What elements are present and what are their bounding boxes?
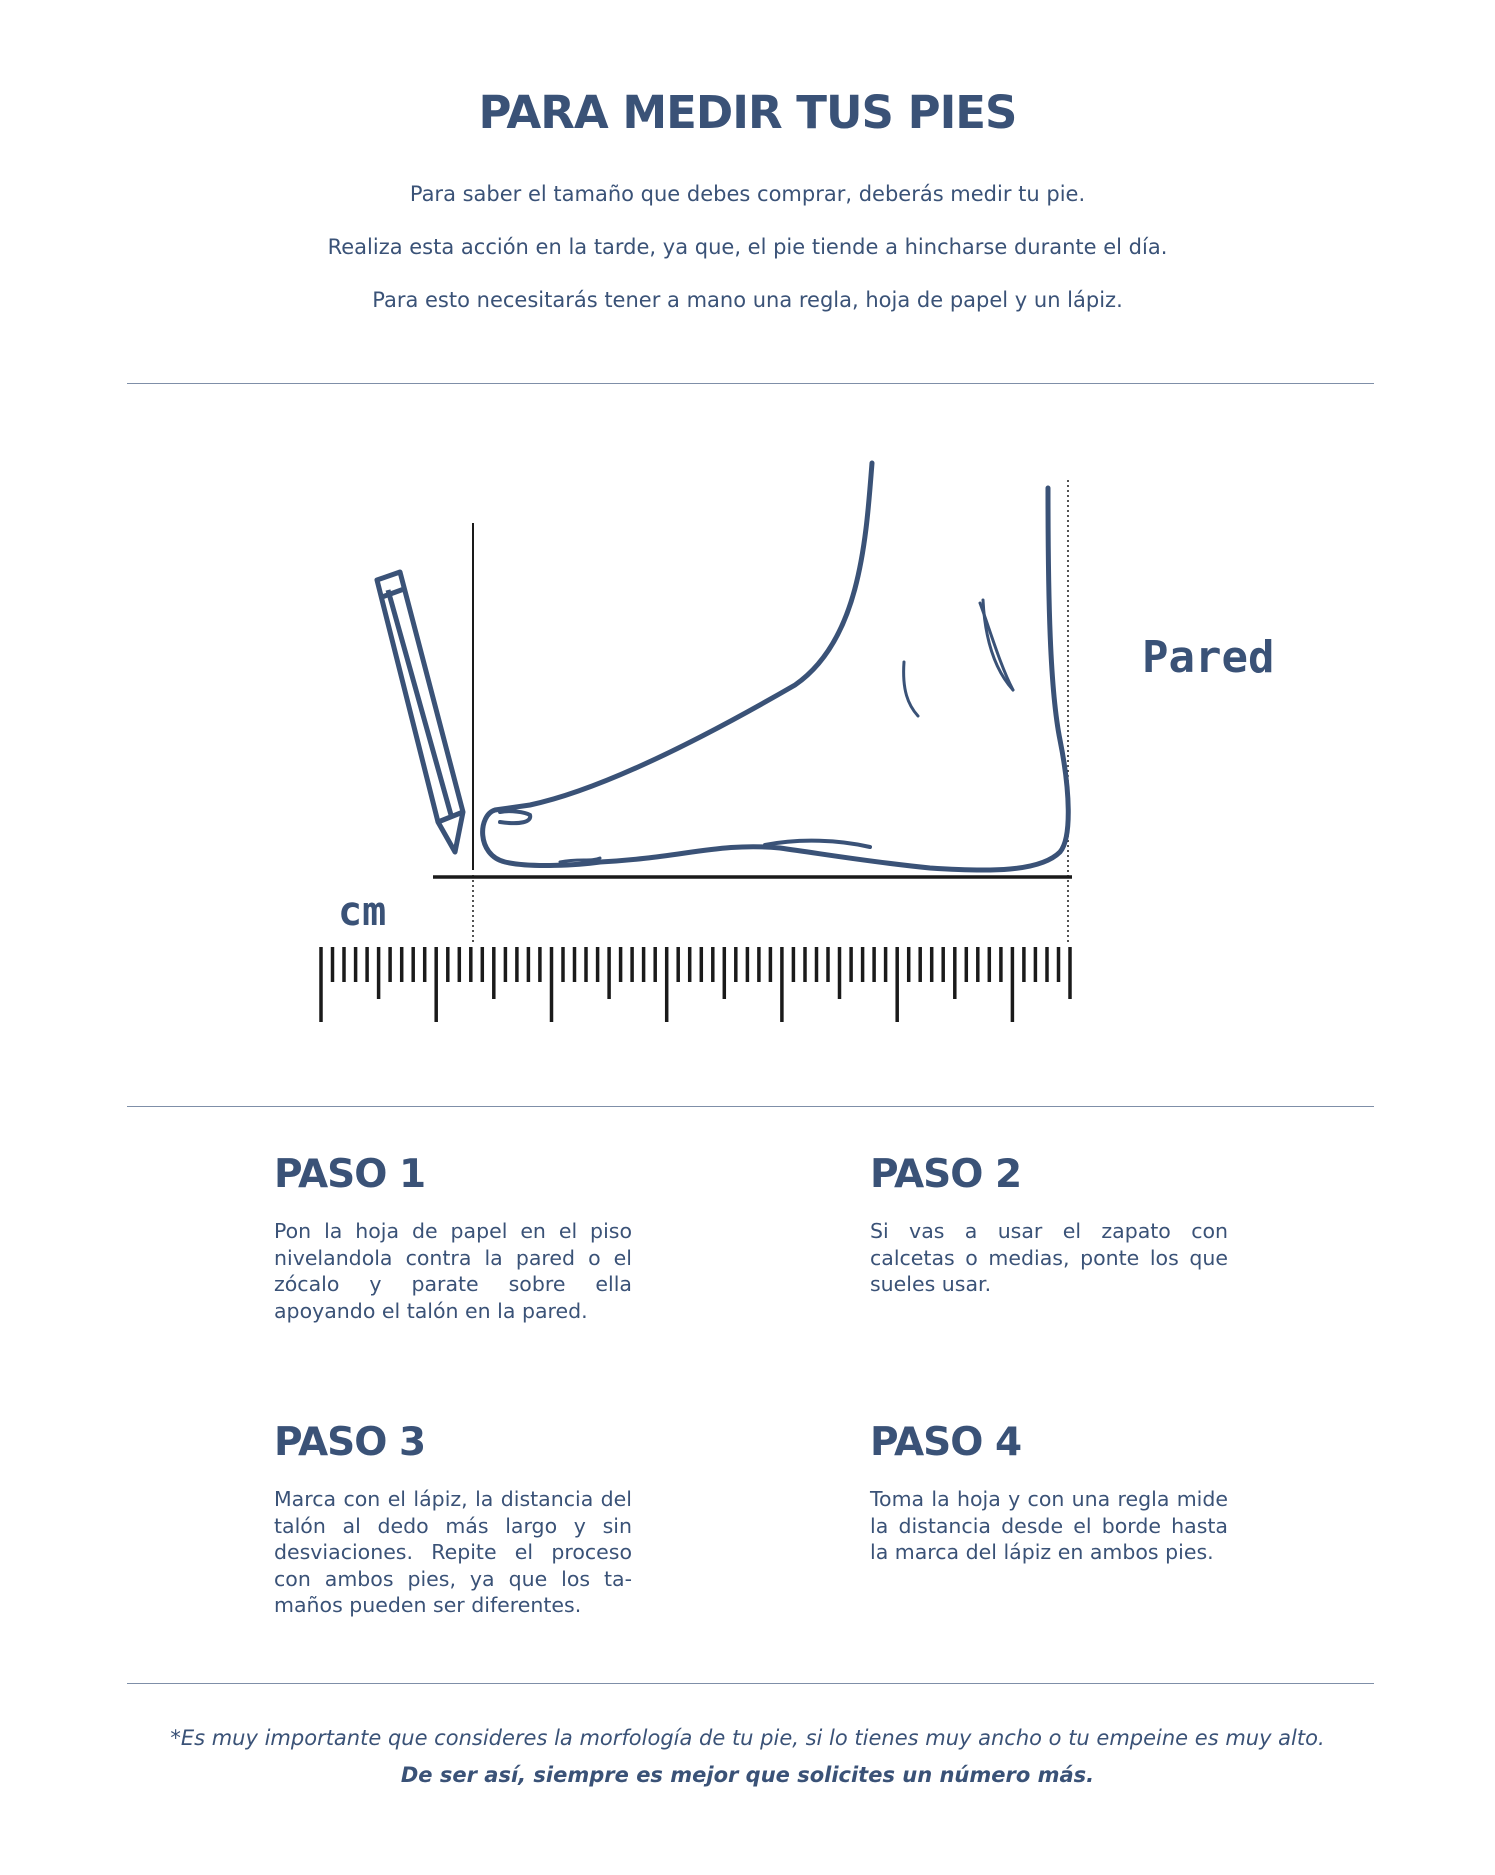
ruler-icon bbox=[321, 947, 1070, 1022]
footnote: *Es muy importante que consideres la morfología de tu pie, si lo tienes muy ancho o tu empeine es muy alto. bbox=[170, 1726, 1325, 1750]
wall-label: Pared bbox=[1142, 632, 1275, 683]
step-2-text: Si vas a usar el zapato con calcetas o medias, ponte los que sueles usar. bbox=[870, 1219, 1228, 1296]
page-title: PARA MEDIR TUS PIES bbox=[478, 86, 1017, 139]
foot-illustration bbox=[483, 463, 1069, 870]
intro-line-3: Para esto necesitarás tener a mano una regla, hoja de papel y un lápiz. bbox=[372, 288, 1123, 312]
divider-middle bbox=[127, 1106, 1374, 1107]
pencil-icon bbox=[377, 572, 463, 852]
step-2-title: PASO 2 bbox=[870, 1152, 1022, 1197]
footnote-emphasis: De ser así, siempre es mejor que solicites un número más. bbox=[400, 1763, 1095, 1787]
unit-label: cm bbox=[338, 889, 387, 935]
divider-bottom bbox=[127, 1683, 1374, 1684]
intro-line-2: Realiza esta acción en la tarde, ya que, el pie tiende a hincharse durante el día. bbox=[327, 235, 1168, 259]
step-3-title: PASO 3 bbox=[274, 1420, 426, 1465]
step-4-title: PASO 4 bbox=[870, 1420, 1022, 1465]
step-4-text: Toma la hoja y con una regla mide la distancia desde el borde hasta la marca del lápiz en ambos pies. bbox=[870, 1487, 1228, 1564]
step-1-title: PASO 1 bbox=[274, 1152, 426, 1197]
step-1-text: Pon la hoja de papel en el piso nivelandola contra la pared o el zócalo y parate sobre ella apoyando el talón en la pared. bbox=[274, 1219, 632, 1323]
intro-line-1: Para saber el tamaño que debes comprar, deberás medir tu pie. bbox=[409, 182, 1086, 206]
step-3-text: Marca con el lápiz, la distancia del talón al dedo más largo y sin desviaciones. Repite el proceso con ambos pies, ya que los ta-maños pueden ser diferentes. bbox=[274, 1487, 632, 1617]
